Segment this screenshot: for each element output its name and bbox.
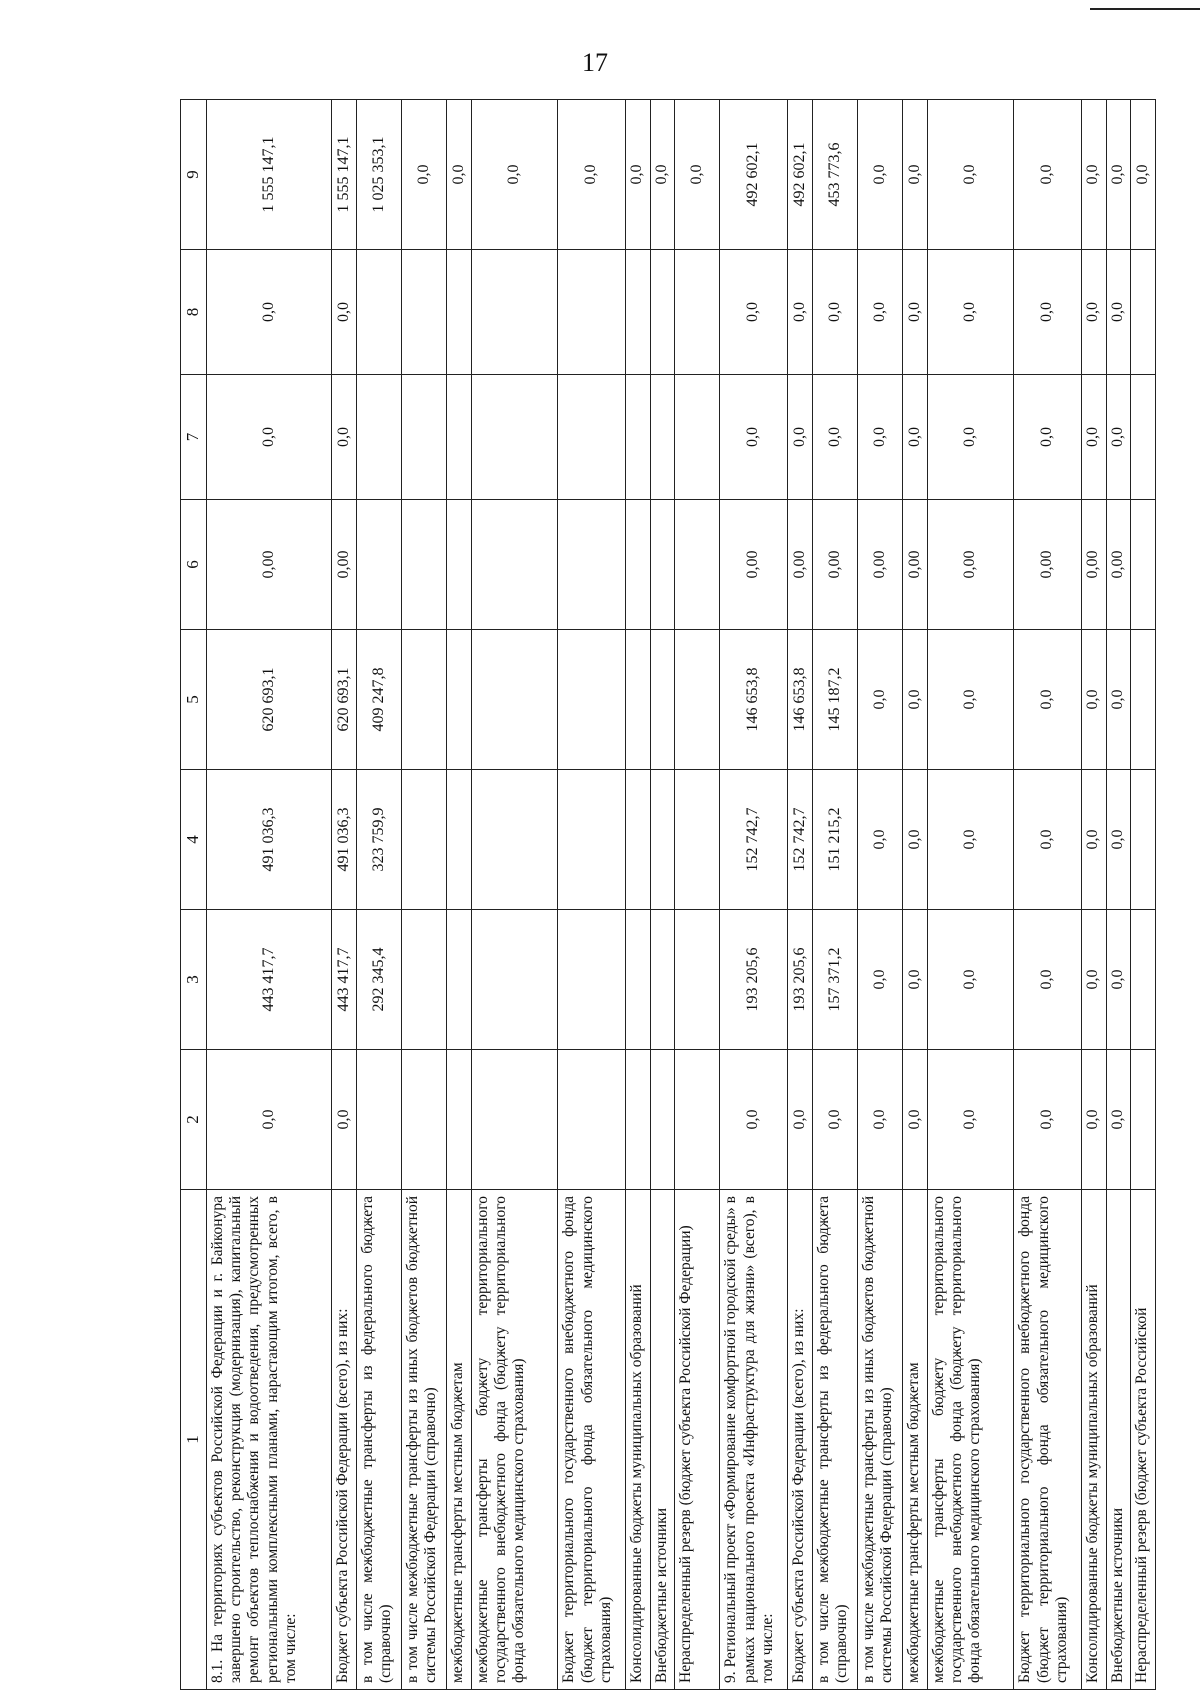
cell-col-9: 0,0: [927, 100, 1013, 250]
cell-col-3: [471, 910, 557, 1050]
row-label: Бюджет субъекта Российской Федерации (всего), из них:: [332, 1190, 357, 1690]
cell-col-8: [558, 250, 626, 375]
cell-col-9: 0,0: [447, 100, 472, 250]
cell-col-9: 492 602,1: [720, 100, 788, 250]
table-row: [720, 100, 788, 1690]
cell-col-5: 0,0: [858, 630, 903, 770]
page-number: 17: [582, 48, 608, 77]
cell-col-3: [626, 910, 651, 1050]
header-cell: 6: [181, 500, 207, 630]
row-label: межбюджетные трансферты бюджету территориального государственного внебюджетного фонда (бюджету территориального фонда обязательного медицинского страхования): [471, 1190, 557, 1690]
cell-col-8: [447, 250, 472, 375]
cell-col-4: 0,0: [903, 770, 928, 910]
table-row: [447, 100, 472, 1690]
cell-col-4: [447, 770, 472, 910]
cell-col-2: 0,0: [332, 1050, 357, 1190]
cell-col-4: [675, 770, 720, 910]
cell-col-3: 443 417,7: [206, 910, 331, 1050]
cell-col-9: 0,0: [1106, 100, 1131, 250]
cell-col-4: 0,0: [1082, 770, 1107, 910]
cell-col-8: [626, 250, 651, 375]
cell-col-3: 193 205,6: [720, 910, 788, 1050]
cell-col-2: [471, 1050, 557, 1190]
cell-col-4: 151 215,2: [812, 770, 857, 910]
table-row: [1014, 100, 1082, 1690]
cell-col-8: [650, 250, 675, 375]
cell-col-5: 0,0: [1014, 630, 1082, 770]
cell-col-9: 0,0: [650, 100, 675, 250]
cell-col-4: 491 036,3: [332, 770, 357, 910]
cell-col-6: 0,00: [903, 500, 928, 630]
cell-col-7: 0,0: [858, 375, 903, 500]
table-row: [332, 100, 357, 1690]
row-label: межбюджетные трансферты местным бюджетам: [903, 1190, 928, 1690]
table-row: [626, 100, 651, 1690]
cell-col-6: [402, 500, 447, 630]
cell-col-8: 0,0: [858, 250, 903, 375]
cell-col-6: [1131, 500, 1156, 630]
cell-col-2: 0,0: [812, 1050, 857, 1190]
header-cell: 7: [181, 375, 207, 500]
cell-col-6: 0,00: [1082, 500, 1107, 630]
cell-col-4: [650, 770, 675, 910]
cell-col-4: [558, 770, 626, 910]
cell-col-4: [626, 770, 651, 910]
cell-col-6: 0,00: [206, 500, 331, 630]
row-label: Внебюджетные источники: [1106, 1190, 1131, 1690]
cell-col-6: [471, 500, 557, 630]
cell-col-7: [626, 375, 651, 500]
cell-col-2: 0,0: [903, 1050, 928, 1190]
cell-col-9: 0,0: [1131, 100, 1156, 250]
cell-col-5: [447, 630, 472, 770]
cell-col-9: 1 555 147,1: [206, 100, 331, 250]
cell-col-6: 0,00: [858, 500, 903, 630]
row-label: Консолидированные бюджеты муниципальных образований: [1082, 1190, 1107, 1690]
cell-col-5: 409 247,8: [356, 630, 401, 770]
cell-col-9: 0,0: [858, 100, 903, 250]
row-label: Бюджет территориального государственного внебюджетного фонда (бюджет территориального фонда обязательного медицинского страхования): [1014, 1190, 1082, 1690]
cell-col-5: [471, 630, 557, 770]
table-row: [650, 100, 675, 1690]
cell-col-6: 0,00: [720, 500, 788, 630]
cell-col-4: 491 036,3: [206, 770, 331, 910]
cell-col-7: 0,0: [788, 375, 813, 500]
cell-col-6: 0,00: [812, 500, 857, 630]
cell-col-7: [558, 375, 626, 500]
cell-col-5: 146 653,8: [720, 630, 788, 770]
cell-col-2: [558, 1050, 626, 1190]
cell-col-3: 292 345,4: [356, 910, 401, 1050]
cell-col-9: 1 025 353,1: [356, 100, 401, 250]
cell-col-2: 0,0: [788, 1050, 813, 1190]
cell-col-8: 0,0: [720, 250, 788, 375]
cell-col-7: [447, 375, 472, 500]
cell-col-9: 0,0: [675, 100, 720, 250]
cell-col-3: [447, 910, 472, 1050]
cell-col-3: [650, 910, 675, 1050]
row-label: в том числе межбюджетные трансферты из федерального бюджета (справочно): [356, 1190, 401, 1690]
row-label: в том числе межбюджетные трансферты из иных бюджетов бюджетной системы Российской Федерации (справочно): [402, 1190, 447, 1690]
cell-col-3: 0,0: [1014, 910, 1082, 1050]
cell-col-3: [1131, 910, 1156, 1050]
cell-col-6: 0,00: [788, 500, 813, 630]
cell-col-2: [447, 1050, 472, 1190]
cell-col-4: 152 742,7: [788, 770, 813, 910]
cell-col-3: 0,0: [903, 910, 928, 1050]
cell-col-5: 0,0: [903, 630, 928, 770]
cell-col-2: [675, 1050, 720, 1190]
table-row: [402, 100, 447, 1690]
row-label: Бюджет субъекта Российской Федерации (всего), из них:: [788, 1190, 813, 1690]
cell-col-9: 1 555 147,1: [332, 100, 357, 250]
cell-col-5: 0,0: [1082, 630, 1107, 770]
table-row: [1131, 100, 1156, 1690]
cell-col-5: 0,0: [1106, 630, 1131, 770]
cell-col-8: 0,0: [1014, 250, 1082, 375]
row-label: Внебюджетные источники: [650, 1190, 675, 1690]
cell-col-9: 0,0: [402, 100, 447, 250]
cell-col-7: [402, 375, 447, 500]
cell-col-9: 0,0: [903, 100, 928, 250]
cell-col-8: [1131, 250, 1156, 375]
cell-col-7: 0,0: [332, 375, 357, 500]
cell-col-7: 0,0: [1106, 375, 1131, 500]
cell-col-5: [650, 630, 675, 770]
cell-col-4: 152 742,7: [720, 770, 788, 910]
cell-col-6: [626, 500, 651, 630]
cell-col-8: 0,0: [206, 250, 331, 375]
cell-col-8: 0,0: [788, 250, 813, 375]
header-cell: 3: [181, 910, 207, 1050]
cell-col-9: 0,0: [1014, 100, 1082, 250]
cell-col-2: 0,0: [1014, 1050, 1082, 1190]
cell-col-7: 0,0: [812, 375, 857, 500]
row-label: Бюджет территориального государственного внебюджетного фонда (бюджет территориального фонда обязательного медицинского страхования): [558, 1190, 626, 1690]
row-label: Нераспределенный резерв (бюджет субъекта Российской Федерации): [675, 1190, 720, 1690]
cell-col-9: 0,0: [1082, 100, 1107, 250]
cell-col-2: [356, 1050, 401, 1190]
cell-col-8: [471, 250, 557, 375]
cell-col-2: 0,0: [1106, 1050, 1131, 1190]
cell-col-5: [675, 630, 720, 770]
cell-col-4: 0,0: [927, 770, 1013, 910]
cell-col-6: [447, 500, 472, 630]
cell-col-7: 0,0: [206, 375, 331, 500]
table-row: [558, 100, 626, 1690]
cell-col-3: [402, 910, 447, 1050]
rotated-table-sheet: [180, 100, 1156, 1690]
cell-col-3: 193 205,6: [788, 910, 813, 1050]
cell-col-7: 0,0: [927, 375, 1013, 500]
table-row: [356, 100, 401, 1690]
header-cell: 1: [181, 1190, 207, 1690]
cell-col-8: 0,0: [1106, 250, 1131, 375]
top-rule: [1090, 8, 1200, 10]
cell-col-7: 0,0: [720, 375, 788, 500]
table-row: [858, 100, 903, 1690]
cell-col-6: [558, 500, 626, 630]
cell-col-6: [675, 500, 720, 630]
row-label: в том числе межбюджетные трансферты из иных бюджетов бюджетной системы Российской Федерации (справочно): [858, 1190, 903, 1690]
cell-col-4: [1131, 770, 1156, 910]
cell-col-3: [675, 910, 720, 1050]
cell-col-2: [650, 1050, 675, 1190]
cell-col-5: [1131, 630, 1156, 770]
cell-col-4: 0,0: [1106, 770, 1131, 910]
header-cell: 9: [181, 100, 207, 250]
cell-col-3: 0,0: [1082, 910, 1107, 1050]
table-row: [903, 100, 928, 1690]
cell-col-3: 0,0: [858, 910, 903, 1050]
cell-col-7: 0,0: [903, 375, 928, 500]
cell-col-5: 145 187,2: [812, 630, 857, 770]
cell-col-7: [356, 375, 401, 500]
cell-col-5: [402, 630, 447, 770]
cell-col-5: 620 693,1: [206, 630, 331, 770]
row-label: Нераспределенный резерв (бюджет субъекта Российской: [1131, 1190, 1156, 1690]
cell-col-8: 0,0: [812, 250, 857, 375]
cell-col-8: [356, 250, 401, 375]
row-label: межбюджетные трансферты бюджету территориального государственного внебюджетного фонда (бюджету территориального фонда обязательного медицинского страхования): [927, 1190, 1013, 1690]
cell-col-3: 443 417,7: [332, 910, 357, 1050]
cell-col-7: [650, 375, 675, 500]
cell-col-2: [402, 1050, 447, 1190]
cell-col-3: 157 371,2: [812, 910, 857, 1050]
cell-col-2: 0,0: [206, 1050, 331, 1190]
cell-col-3: 0,0: [1106, 910, 1131, 1050]
cell-col-6: 0,00: [927, 500, 1013, 630]
table-row: [675, 100, 720, 1690]
cell-col-7: [1131, 375, 1156, 500]
cell-col-4: 323 759,9: [356, 770, 401, 910]
table-row: [1106, 100, 1131, 1690]
cell-col-8: [675, 250, 720, 375]
cell-col-6: [356, 500, 401, 630]
table-row: [206, 100, 331, 1690]
cell-col-9: 0,0: [471, 100, 557, 250]
cell-col-9: 492 602,1: [788, 100, 813, 250]
header-cell: 8: [181, 250, 207, 375]
table-row: [927, 100, 1013, 1690]
table-row: [1082, 100, 1107, 1690]
cell-col-4: [471, 770, 557, 910]
cell-col-9: 0,0: [558, 100, 626, 250]
cell-col-2: 0,0: [858, 1050, 903, 1190]
table-row: [812, 100, 857, 1690]
row-label: в том числе межбюджетные трансферты из федерального бюджета (справочно): [812, 1190, 857, 1690]
cell-col-2: [626, 1050, 651, 1190]
header-cell: 4: [181, 770, 207, 910]
cell-col-2: 0,0: [927, 1050, 1013, 1190]
cell-col-4: 0,0: [1014, 770, 1082, 910]
row-label: межбюджетные трансферты местным бюджетам: [447, 1190, 472, 1690]
cell-col-5: 0,0: [927, 630, 1013, 770]
cell-col-8: 0,0: [927, 250, 1013, 375]
header-cell: 5: [181, 630, 207, 770]
cell-col-6: 0,00: [1014, 500, 1082, 630]
cell-col-5: 620 693,1: [332, 630, 357, 770]
cell-col-7: [471, 375, 557, 500]
cell-col-8: 0,0: [1082, 250, 1107, 375]
cell-col-5: 146 653,8: [788, 630, 813, 770]
header-row: [181, 100, 207, 1690]
table-row: [471, 100, 557, 1690]
cell-col-2: 0,0: [1082, 1050, 1107, 1190]
cell-col-3: [558, 910, 626, 1050]
cell-col-8: 0,0: [332, 250, 357, 375]
header-cell: 2: [181, 1050, 207, 1190]
cell-col-8: 0,0: [903, 250, 928, 375]
cell-col-8: [402, 250, 447, 375]
cell-col-6: 0,00: [1106, 500, 1131, 630]
cell-col-9: 0,0: [626, 100, 651, 250]
row-label: Консолидированные бюджеты муниципальных образований: [626, 1190, 651, 1690]
budget-table: [180, 99, 1156, 1690]
cell-col-2: [1131, 1050, 1156, 1190]
cell-col-7: 0,0: [1014, 375, 1082, 500]
cell-col-5: [558, 630, 626, 770]
cell-col-4: 0,0: [858, 770, 903, 910]
cell-col-6: 0,00: [332, 500, 357, 630]
cell-col-2: 0,0: [720, 1050, 788, 1190]
cell-col-3: 0,0: [927, 910, 1013, 1050]
cell-col-9: 453 773,6: [812, 100, 857, 250]
table-row: [788, 100, 813, 1690]
row-label: 9. Региональный проект «Формирование комфортной городской среды» в рамках национального проекта «Инфраструктура для жизни» (всего), в том числе:: [720, 1190, 788, 1690]
cell-col-4: [402, 770, 447, 910]
cell-col-7: 0,0: [1082, 375, 1107, 500]
row-label: 8.1. На территориях субъектов Российской Федерации и г. Байконура завершено строительство, реконструкция (модернизация), капитальный ремонт объектов теплоснабжения и водоотведения, предусмотренных региональными комплексными планами, нарастающим итогом, всего, в том числе:: [206, 1190, 331, 1690]
cell-col-7: [675, 375, 720, 500]
cell-col-6: [650, 500, 675, 630]
cell-col-5: [626, 630, 651, 770]
